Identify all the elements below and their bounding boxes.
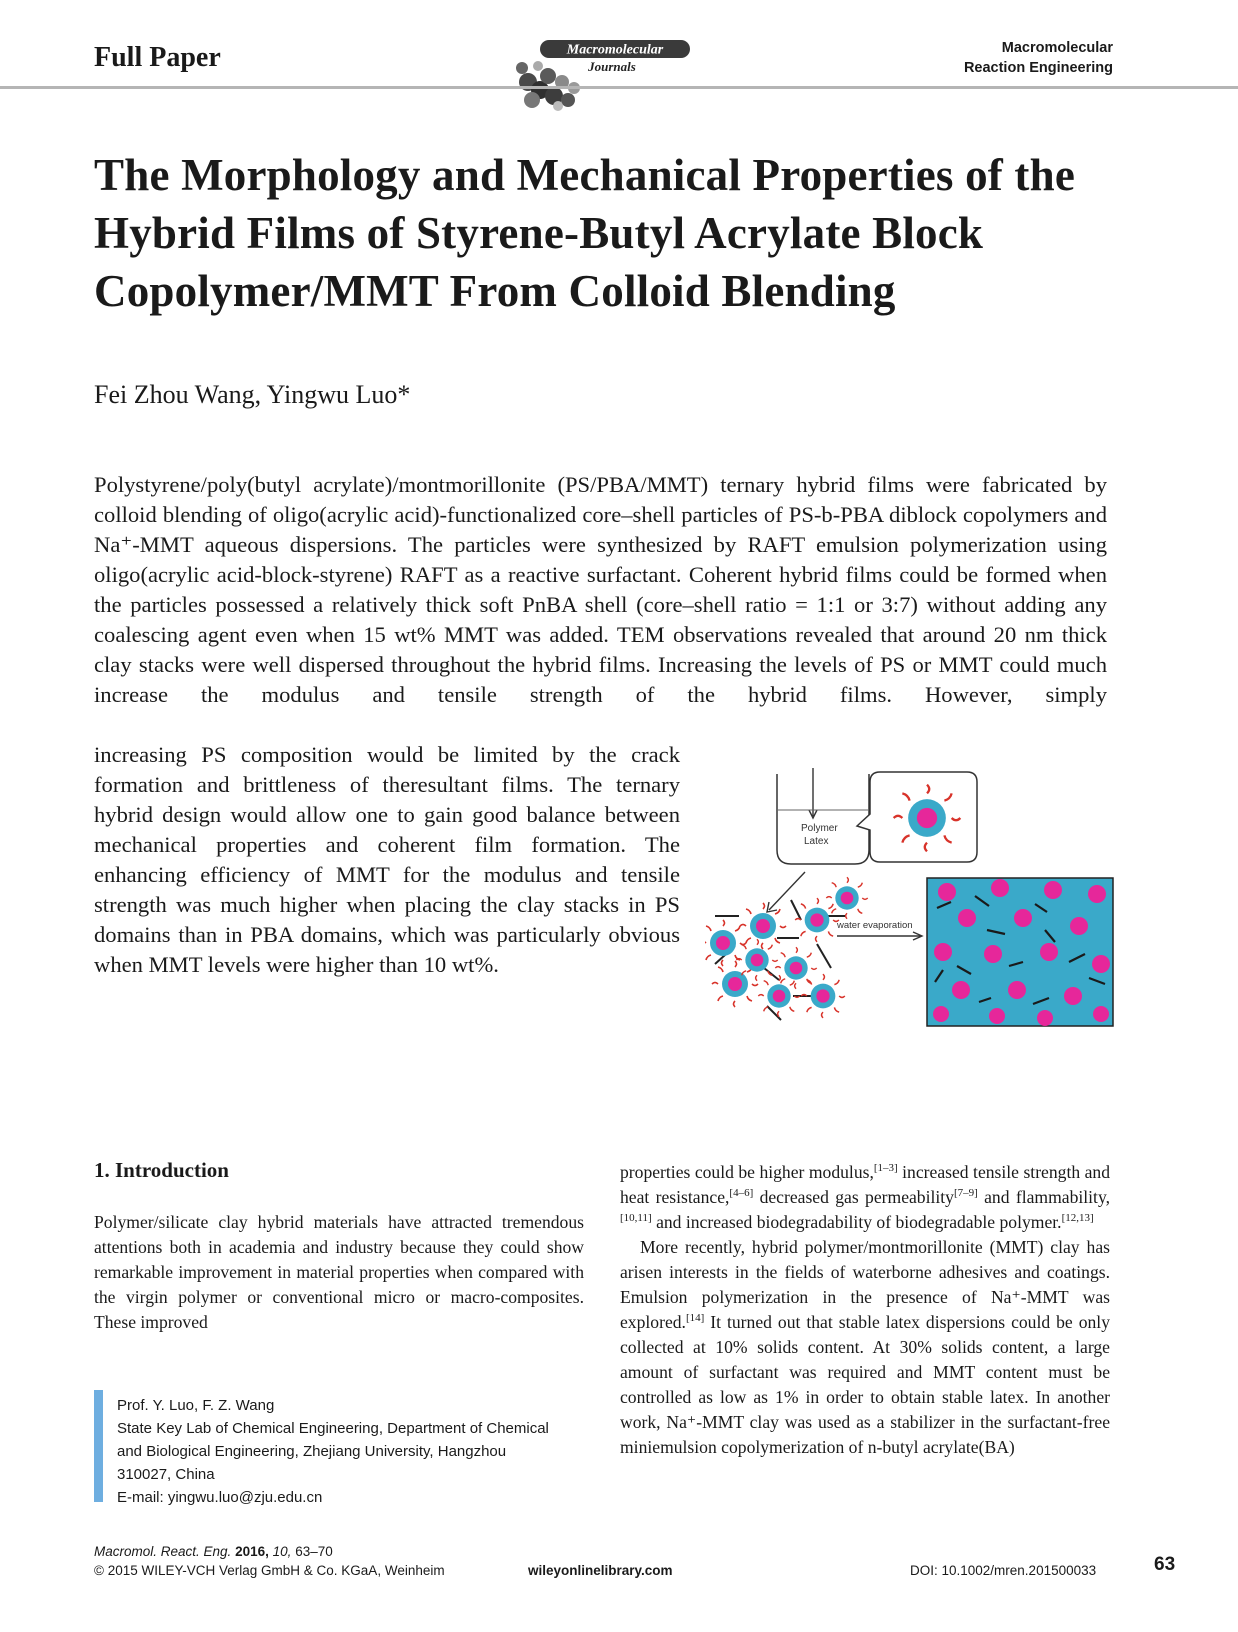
article-title: The Morphology and Mechanical Properties of the Hybrid Films of Styrene-Butyl Acrylate Block Copolymer/MMT From Colloid Blending [94,150,1075,316]
journal-logo [510,36,690,112]
text-span: It turned out that stable latex dispersions could be only collected at 10% solids content. At 30% solids content, a large amount of surfactant was required and MMT content must be controlled as low as 1% in order to obtain stable latex. In another work, Na⁺-MMT clay was used as a stabilizer in the surfactant-free miniemulsion copolymerization of n-butyl acrylate(BA) [620,1312,1110,1457]
footer-journal-abbrev: Macromol. React. Eng. [94,1544,232,1559]
introduction-col1-text: Polymer/silicate clay hybrid materials have attracted tremendous attentions both in academia and industry because they could show remarkable improvement in material properties when compared with the virgin polymer or conventional micro or macro-composites. These improved [94,1212,584,1332]
hybrid-film [927,878,1113,1026]
text-span: decreased gas permeability [753,1187,954,1207]
footer-doi[interactable]: DOI: 10.1002/mren.201500033 [910,1563,1097,1578]
beaker-label-line2: Latex [804,836,829,847]
evaporation-arrow [836,920,922,940]
citation-ref[interactable]: [4–6] [729,1187,754,1200]
citation-ref[interactable]: [7–9] [953,1187,978,1200]
citation-ref[interactable]: [14] [685,1312,705,1325]
page-number: 63 [1154,1554,1176,1575]
toc-graphic [705,768,1115,1030]
footer-citation [94,1544,333,1559]
text-span: and increased biodegradability of biodegradable polymer. [651,1212,1062,1232]
citation-ref[interactable]: [1–3] [873,1162,898,1175]
text-span: increased tensile strength and heat resistance, [620,1162,1111,1207]
journal-name-line1: Macromolecular [1001,40,1113,56]
affiliation-accent-bar [94,1390,103,1502]
logo-line2: Journals [588,59,636,74]
affiliation-authors: Prof. Y. Luo, F. Z. Wang [117,1397,275,1414]
page-footer [94,1544,1174,1584]
text-span: and flammability, [977,1187,1110,1207]
journal-name-line2: Reaction Engineering [963,60,1113,76]
text-span: properties could be higher modulus, [620,1162,874,1182]
citation-ref[interactable]: [12,13] [1061,1212,1094,1225]
affiliation-line: 310027, China [117,1466,215,1483]
latex-clay-dispersion [705,877,868,1020]
affiliation-line: and Biological Engineering, Zhejiang University, Hangzhou [117,1443,507,1460]
evaporation-label: water evaporation [837,920,913,931]
footer-pages: 63–70 [295,1544,333,1559]
footer-volume: 10, [272,1544,292,1559]
header-rule [0,86,1238,89]
introduction-col2-paragraph-2 [620,1235,1110,1460]
affiliation-line: State Key Lab of Chemical Engineering, Department of Chemical [117,1420,549,1437]
footer-url-link[interactable]: wileyonlinelibrary.com [528,1563,673,1578]
authors: Fei Zhou Wang, Yingwu Luo* [94,380,411,409]
beaker [777,768,869,864]
particle-callout [857,772,977,862]
introduction-col2 [620,1160,1110,1460]
dispersion-arrow [767,872,805,912]
logo-line1: Macromolecular [566,42,664,58]
abstract-paragraph-bottom: increasing PS composition would be limited by the crack formation and brittleness of theresultant films. The ternary hybrid design would allow one to gain good balance between mechanical properties and coherent film formation. The enhancing efficiency of MMT for the modulus and tensile strength was much higher when placing the clay stacks in PS domains than in PBA domains, which was particularly obvious when MMT levels were higher than 10 wt%. [94,742,680,977]
affiliation-email[interactable]: E-mail: yingwu.luo@zju.edu.cn [117,1489,323,1506]
footer-copyright: © 2015 WILEY-VCH Verlag GmbH & Co. KGaA, Weinheim [94,1563,445,1578]
footer-year: 2016, [235,1544,269,1559]
abstract-paragraph-top: Polystyrene/poly(butyl acrylate)/montmorillonite (PS/PBA/MMT) ternary hybrid films were fabricated by colloid blending of oligo(acrylic acid)-functionalized core–shell particles of PS-b-PBA diblock copolymers and Na⁺-MMT aqueous dispersions. The particles were synthesized by RAFT emulsion polymerization using oligo(acrylic acid-block-styrene) RAFT as a reactive surfactant. Coherent hybrid films could be formed when the particles possessed a relatively thick soft PnBA shell (core–shell ratio = 1:1 or 3:7) without adding any coalescing agent even when 15 wt% MMT was added. TEM observations revealed that around 20 nm thick clay stacks were well dispersed throughout the hybrid films. Increasing the levels of PS or MMT could much increase the modulus and tensile strength of the hybrid films. However, simply [94,472,1107,707]
introduction-heading: 1. Introduction [94,1158,229,1182]
introduction-col2-paragraph-1 [620,1160,1110,1235]
section-label: Full Paper [94,42,221,73]
citation-ref[interactable]: [10,11] [620,1212,652,1225]
affiliation-block [117,1394,549,1509]
text-span: More recently, hybrid polymer/montmorillonite (MMT) clay has arisen interests in the fields of waterborne adhesives and coatings. Emulsion polymerization in the presence of Na⁺-MMT was explored. [620,1237,1110,1332]
beaker-label-line1: Polymer [801,823,838,834]
journal-name [964,38,1113,78]
